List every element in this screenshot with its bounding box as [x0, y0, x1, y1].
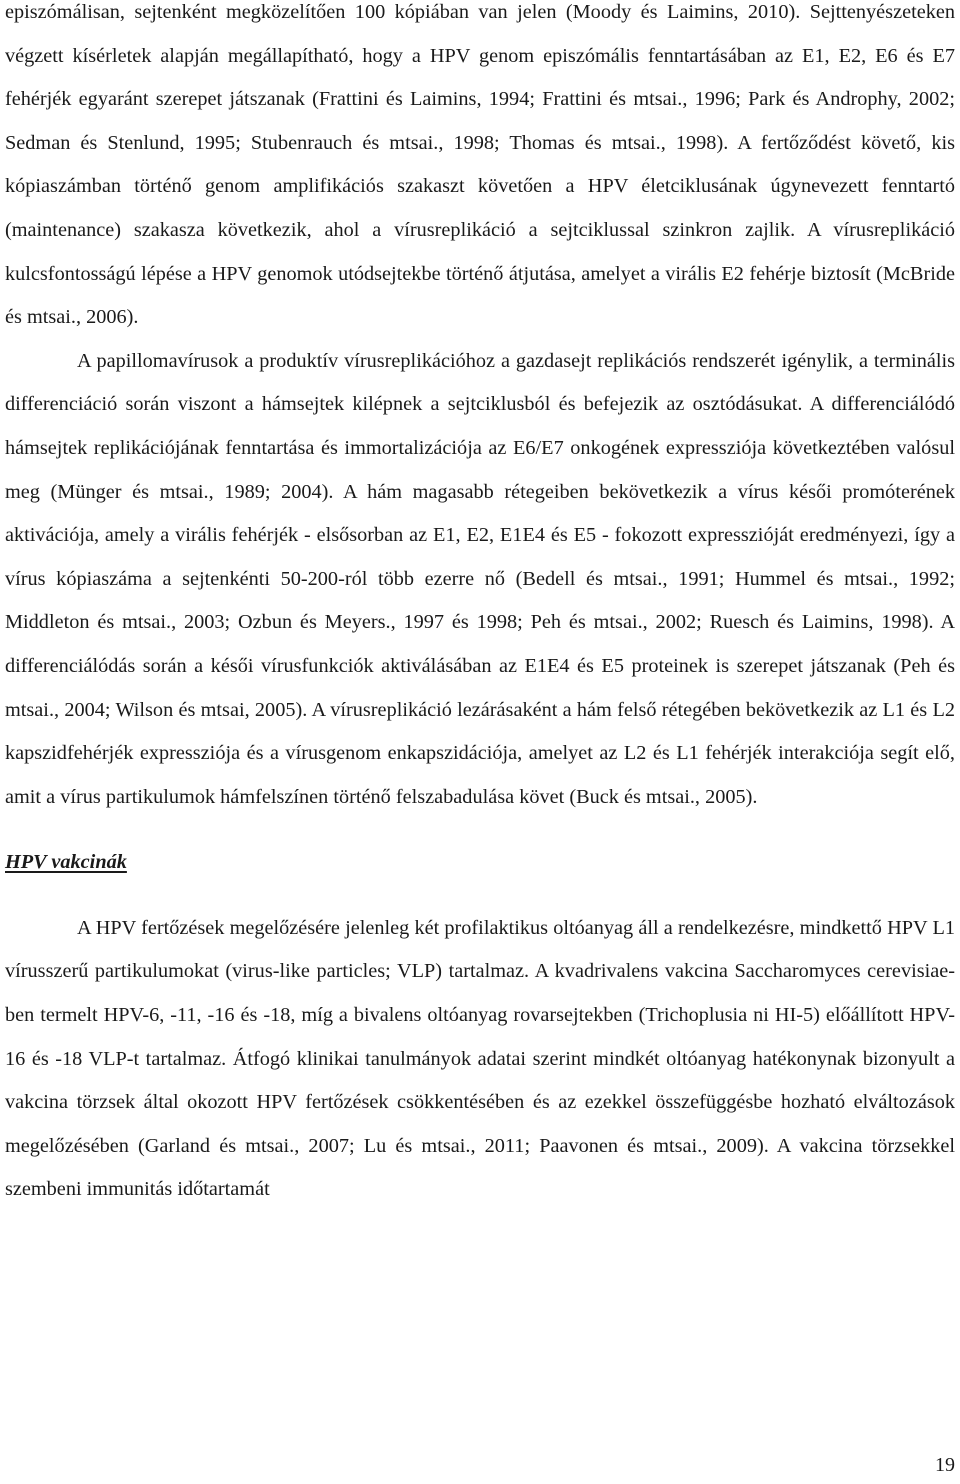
paragraph-productive-replication: A papillomavírusok a produktív vírusreplikációhoz a gazdasejt replikációs rendszerét igénylik, a terminális differenciáció során viszont a hámsejtek kilépnek a sejtciklusból és befejezik az osztódásukat. A differenciálódó hámsejtek replikációjának fenntartása és immortalizációja az E6/E7 onkogének expressziója következtében valósul meg (Münger és mtsai., 1989; 2004). A hám magasabb rétegeiben bekövetkezik a vírus késői promóterének aktivációja, amely a virális fehérjék - elsősorban az E1, E2, E1E4 és E5 - fokozott expresszióját eredményezi, így a vírus kópiaszáma a sejtenkénti 50-200-ról több ezerre nő (Bedell és mtsai., 1991; Hummel és mtsai., 1992; Middleton és mtsai., 2003; Ozbun és Meyers., 1997 és 1998; Peh és mtsai., 2002; Ruesch és Laimins, 1998). A differenciálódás során a késői vírusfunkciók aktiválásában az E1E4 és E5 proteinek is szerepet játszanak (Peh és mtsai., 2004; Wilson és mtsai, 2005). A vírusreplikáció lezárásaként a hám felső rétegében bekövetkezik az L1 és L2 kapszidfehérjék expressziója és a vírusgenom enkapszidációja, amelyet az L2 és L1 fehérjék interakciója segít elő, amit a vírus partikulumok hámfelszínen történő felszabadulása követ (Buck és mtsai., 2005).: [5, 349, 955, 808]
document-page: [5, 0, 955, 1212]
section-heading-hpv-vaccines: HPV vakcinák: [5, 851, 127, 874]
paragraph-hpv-vaccines: A HPV fertőzések megelőzésére jelenleg két profilaktikus oltóanyag áll a rendelkezésre, mindkettő HPV L1 vírusszerű partikulumokat (virus-like particles; VLP) tartalmaz. A kvadrivalens vakcina Saccharomyces cerevisiae-ben termelt HPV-6, -11, -16 és -18, míg a bivalens oltóanyag rovarsejtekben (Trichoplusia ni HI-5) előállított HPV-16 és -18 VLP-t tartalmaz. Átfogó klinikai tanulmányok adatai szerint mindkét oltóanyag hatékonynak bizonyult a vakcina törzsek által okozott HPV fertőzések csökkentésében és az ezekkel összefüggésbe hozható elváltozások megelőzésében (Garland és mtsai., 2007; Lu és mtsai., 2011; Paavonen és mtsai., 2009). A vakcina törzsekkel szembeni immunitás időtartamát: [5, 916, 955, 1201]
page-number: 19: [935, 1454, 955, 1476]
paragraph-hpv-replication-maintenance: episzómálisan, sejtenként megközelítően 100 kópiában van jelen (Moody és Laimins, 2010). Sejttenyészeteken végzett kísérletek alapján megállapítható, hogy a HPV genom episzómális fenntartásában az E1, E2, E6 és E7 fehérjék egyaránt szerepet játszanak (Frattini és Laimins, 1994; Frattini és mtsai., 1996; Park és Androphy, 2002; Sedman és Stenlund, 1995; Stubenrauch és mtsai., 1998; Thomas és mtsai., 1998). A fertőződést követő, kis kópiaszámban történő genom amplifikációs szakaszt követően a HPV életciklusának úgynevezett fenntartó (maintenance) szakasza következik, ahol a vírusreplikáció a sejtciklussal szinkron zajlik. A vírusreplikáció kulcsfontosságú lépése a HPV genomok utódsejtekbe történő átjutása, amelyet a virális E2 fehérje biztosít (McBride és mtsai., 2006).: [5, 1, 955, 329]
